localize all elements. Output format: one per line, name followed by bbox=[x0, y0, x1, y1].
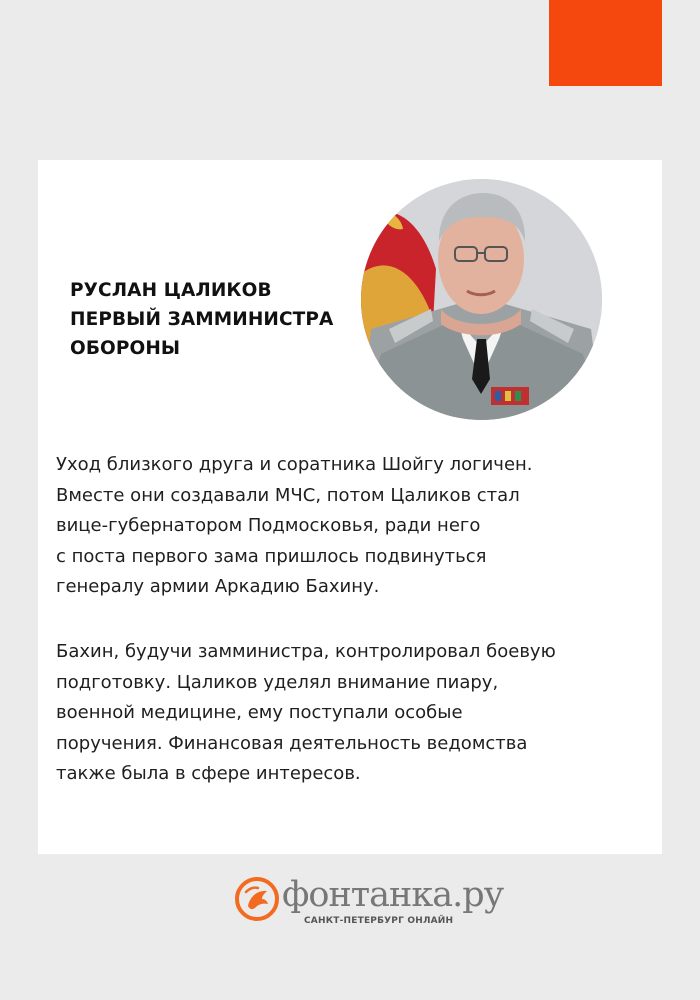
paragraph-line: с поста первого зама пришлось подвинуться bbox=[56, 545, 487, 567]
paragraph bbox=[56, 450, 533, 603]
paragraph-line: поручения. Финансовая деятельность ведомства bbox=[56, 732, 528, 754]
paragraph-line: Вместе они создавали МЧС, потом Цаликов стал bbox=[56, 484, 520, 506]
paragraph-line: подготовку. Цаликов уделял внимание пиару, bbox=[56, 671, 499, 693]
accent-block bbox=[549, 0, 662, 86]
logo-tagline: САНКТ-ПЕТЕРБУРГ ОНЛАЙН bbox=[304, 916, 454, 926]
fontanka-logo bbox=[234, 872, 504, 934]
paragraph-line: Уход близкого друга и соратника Шойгу логичен. bbox=[56, 454, 533, 475]
paragraph-line: Бахин, будучи замминистра, контролировал боевую bbox=[56, 641, 556, 662]
paragraph-line: генералу армии Аркадию Бахину. bbox=[56, 576, 380, 597]
paragraph-line: также была в сфере интересов. bbox=[56, 763, 361, 784]
person-name-title bbox=[70, 276, 370, 363]
name-line: РУСЛАН ЦАЛИКОВ bbox=[70, 280, 272, 301]
paragraph bbox=[56, 637, 556, 790]
position-line: ОБОРОНЫ bbox=[70, 338, 181, 359]
paragraph-line: военной медицине, ему поступали особые bbox=[56, 702, 463, 723]
position-line: ПЕРВЫЙ ЗАММИНИСТРА bbox=[70, 309, 334, 330]
fontanka-horse-icon bbox=[234, 876, 280, 922]
paragraph-line: вице-губернатором Подмосковья, ради него bbox=[56, 515, 481, 536]
quote-card bbox=[38, 160, 662, 854]
logo-name: фонтанка.ру bbox=[282, 875, 504, 915]
portrait-photo bbox=[361, 179, 602, 420]
